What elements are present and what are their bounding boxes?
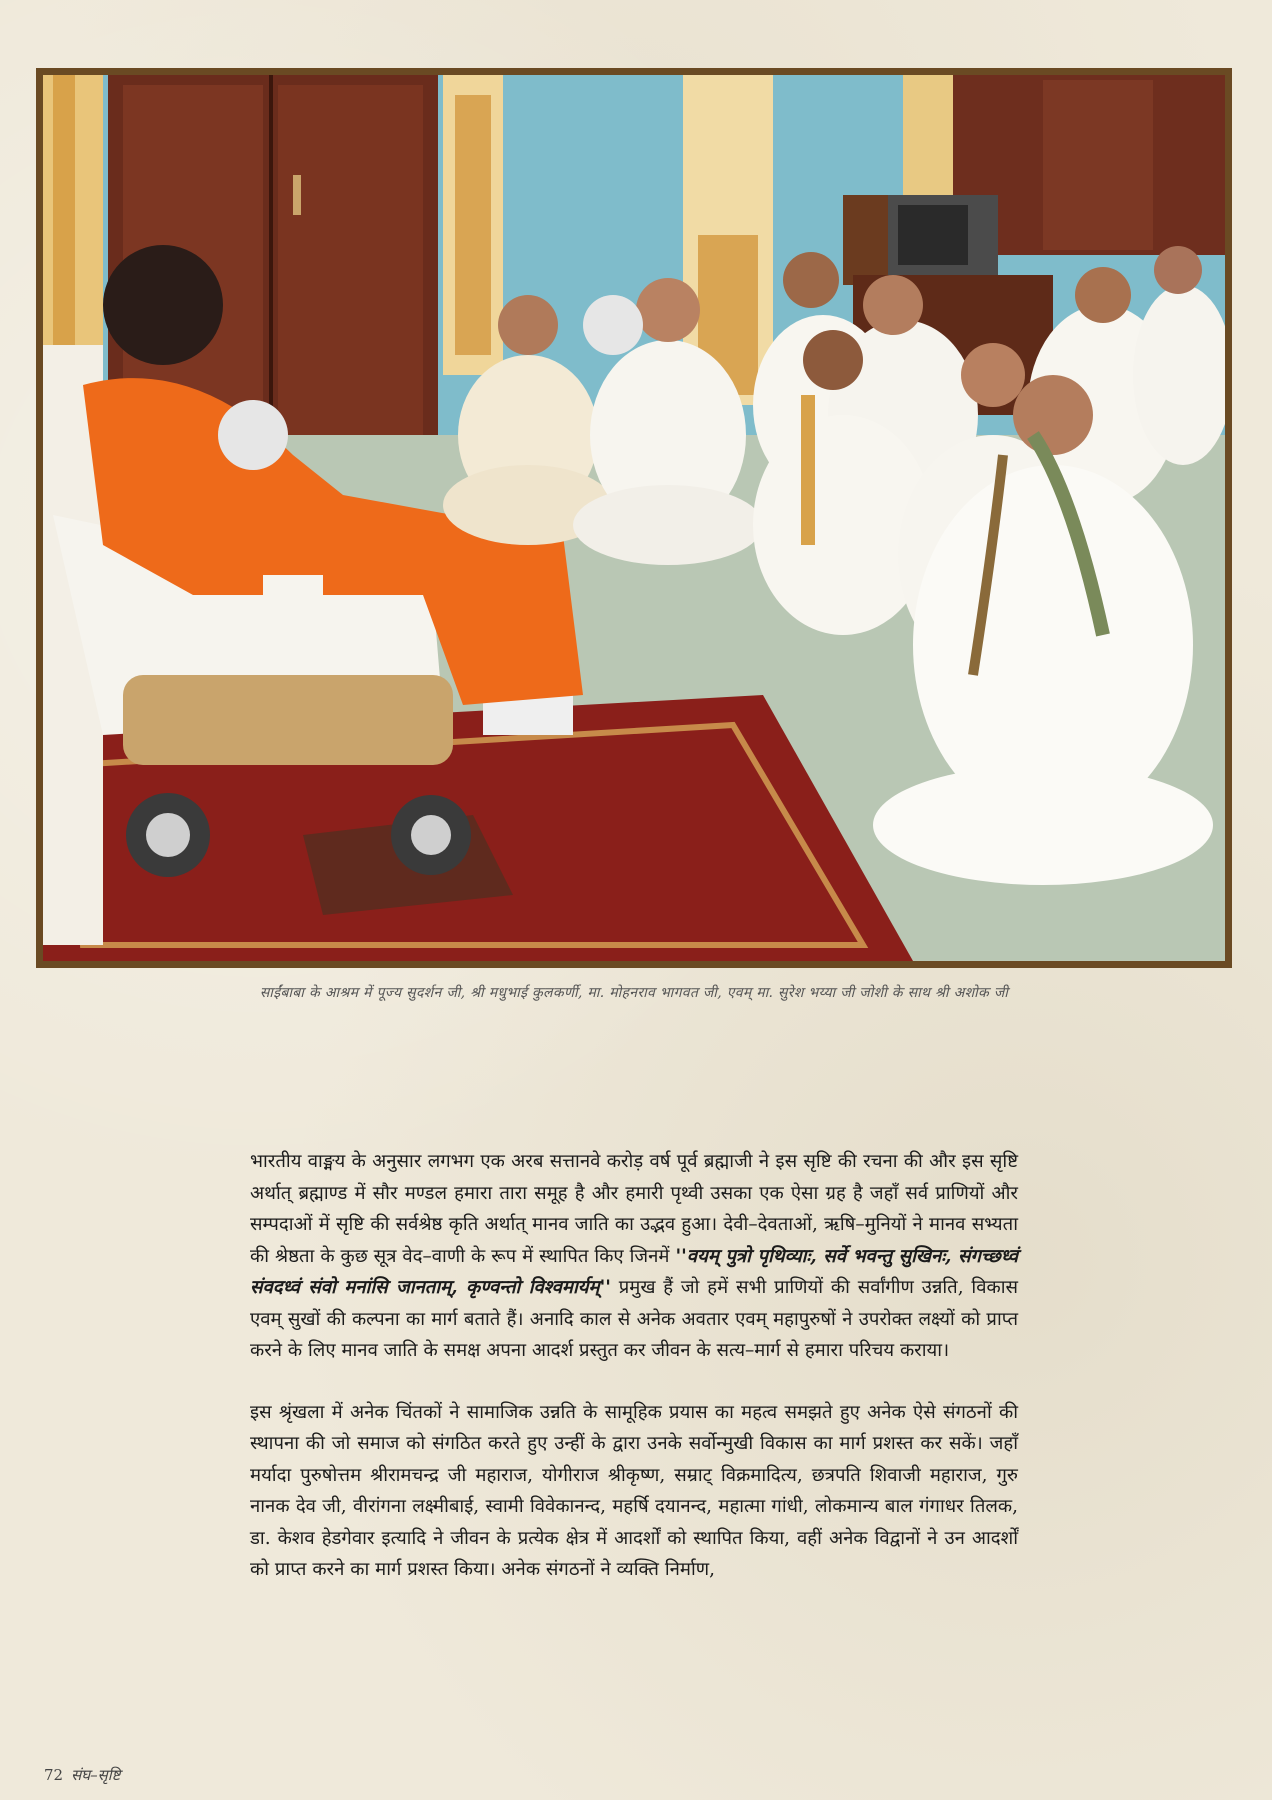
article-body [250, 1146, 1018, 1616]
page-footer [44, 1765, 120, 1785]
photo-caption: साईंबाबा के आश्रम में पूज्य सुदर्शन जी, श्री मधुभाई कुलकर्णी, मा. मोहनराव भागवत जी, एवम् मा. सुरेश भय्या जी जोशी के साथ श्री अशोक जी [259, 985, 1009, 1001]
photo-frame [36, 68, 1232, 968]
paragraph-1-text-a: भारतीय वाङ्मय के अनुसार लगभग एक अरब सत्तानवे करोड़ वर्ष पूर्व ब्रह्माजी ने इस सृष्टि की रचना की और इस सृष्टि अर्थात् ब्रह्माण्ड में सौर मण्डल हमारा तारा समूह है और हमारी पृथ्वी उसका एक ऐसा ग्रह है जहाँ सर्व प्राणियों और सम्पदाओं में सृष्टि की सर्वश्रेष्ठ कृति अर्थात् मानव जाति का उद्भव हुआ। देवी–देवताओं, ऋषि–मुनियों ने मानव सभ्यता की श्रेष्ठता के कुछ सूत्र वेद–वाणी के रूप में स्थापित किए जिनमें [250, 1151, 1018, 1267]
paragraph-1-text-b: प्रमुख हैं जो हमें सभी प्राणियों की सर्वांगीण उन्नति, विकास एवम् सुखों की कल्पना का मार्ग बताते हैं। अनादि काल से अनेक अवतार एवम् महापुरुषों ने उपरोक्त लक्ष्यों को प्राप्त करने के लिए मानव जाति के समक्ष अपना आदर्श प्रस्तुत कर जीवन के सत्य–मार्ग से हमारा परिचय कराया। [250, 1277, 1018, 1361]
page-number: 72 [44, 1766, 64, 1784]
article-paragraph-2: इस श्रृंखला में अनेक चिंतकों ने सामाजिक उन्नति के सामूहिक प्रयास का महत्व समझते हुए अनेक ऐसे संगठनों की स्थापना की जो समाज को संगठित करते हुए उन्हीं के द्वारा उनके सर्वोन्मुखी विकास का मार्ग प्रशस्त कर सकें। जहाँ मर्यादा पुरुषोत्तम श्रीरामचन्द्र जी महाराज, योगीराज श्रीकृष्ण, सम्राट् विक्रमादित्य, छत्रपति शिवाजी महाराज, गुरु नानक देव जी, वीरांगना लक्ष्मीबाई, स्वामी विवेकानन्द, महर्षि दयानन्द, महात्मा गांधी, लोकमान्य बाल गंगाधर तिलक, डा. केशव हेडगेवार इत्यादि ने जीवन के प्रत्येक क्षेत्र में आदर्शों को स्थापित किया, वहीं अनेक विद्वानों ने उन आदर्शों को प्राप्त करने का मार्ग प्रशस्त किया। अनेक संगठनों ने व्यक्ति निर्माण, [250, 1401, 1018, 1580]
meeting-photo [43, 75, 1225, 961]
publication-title: संघ–सृष्टि [71, 1766, 121, 1784]
article-paragraph-1 [250, 1146, 1018, 1367]
sanskrit-quote: ''वयम् पुत्रो पृथिव्याः, सर्वे भवन्तु सुखिनः, संगच्छध्वं संवदध्वं संवो मनांसि जानताम्, कृण्वन्तो विश्वमार्यम्'' [250, 1245, 1018, 1298]
